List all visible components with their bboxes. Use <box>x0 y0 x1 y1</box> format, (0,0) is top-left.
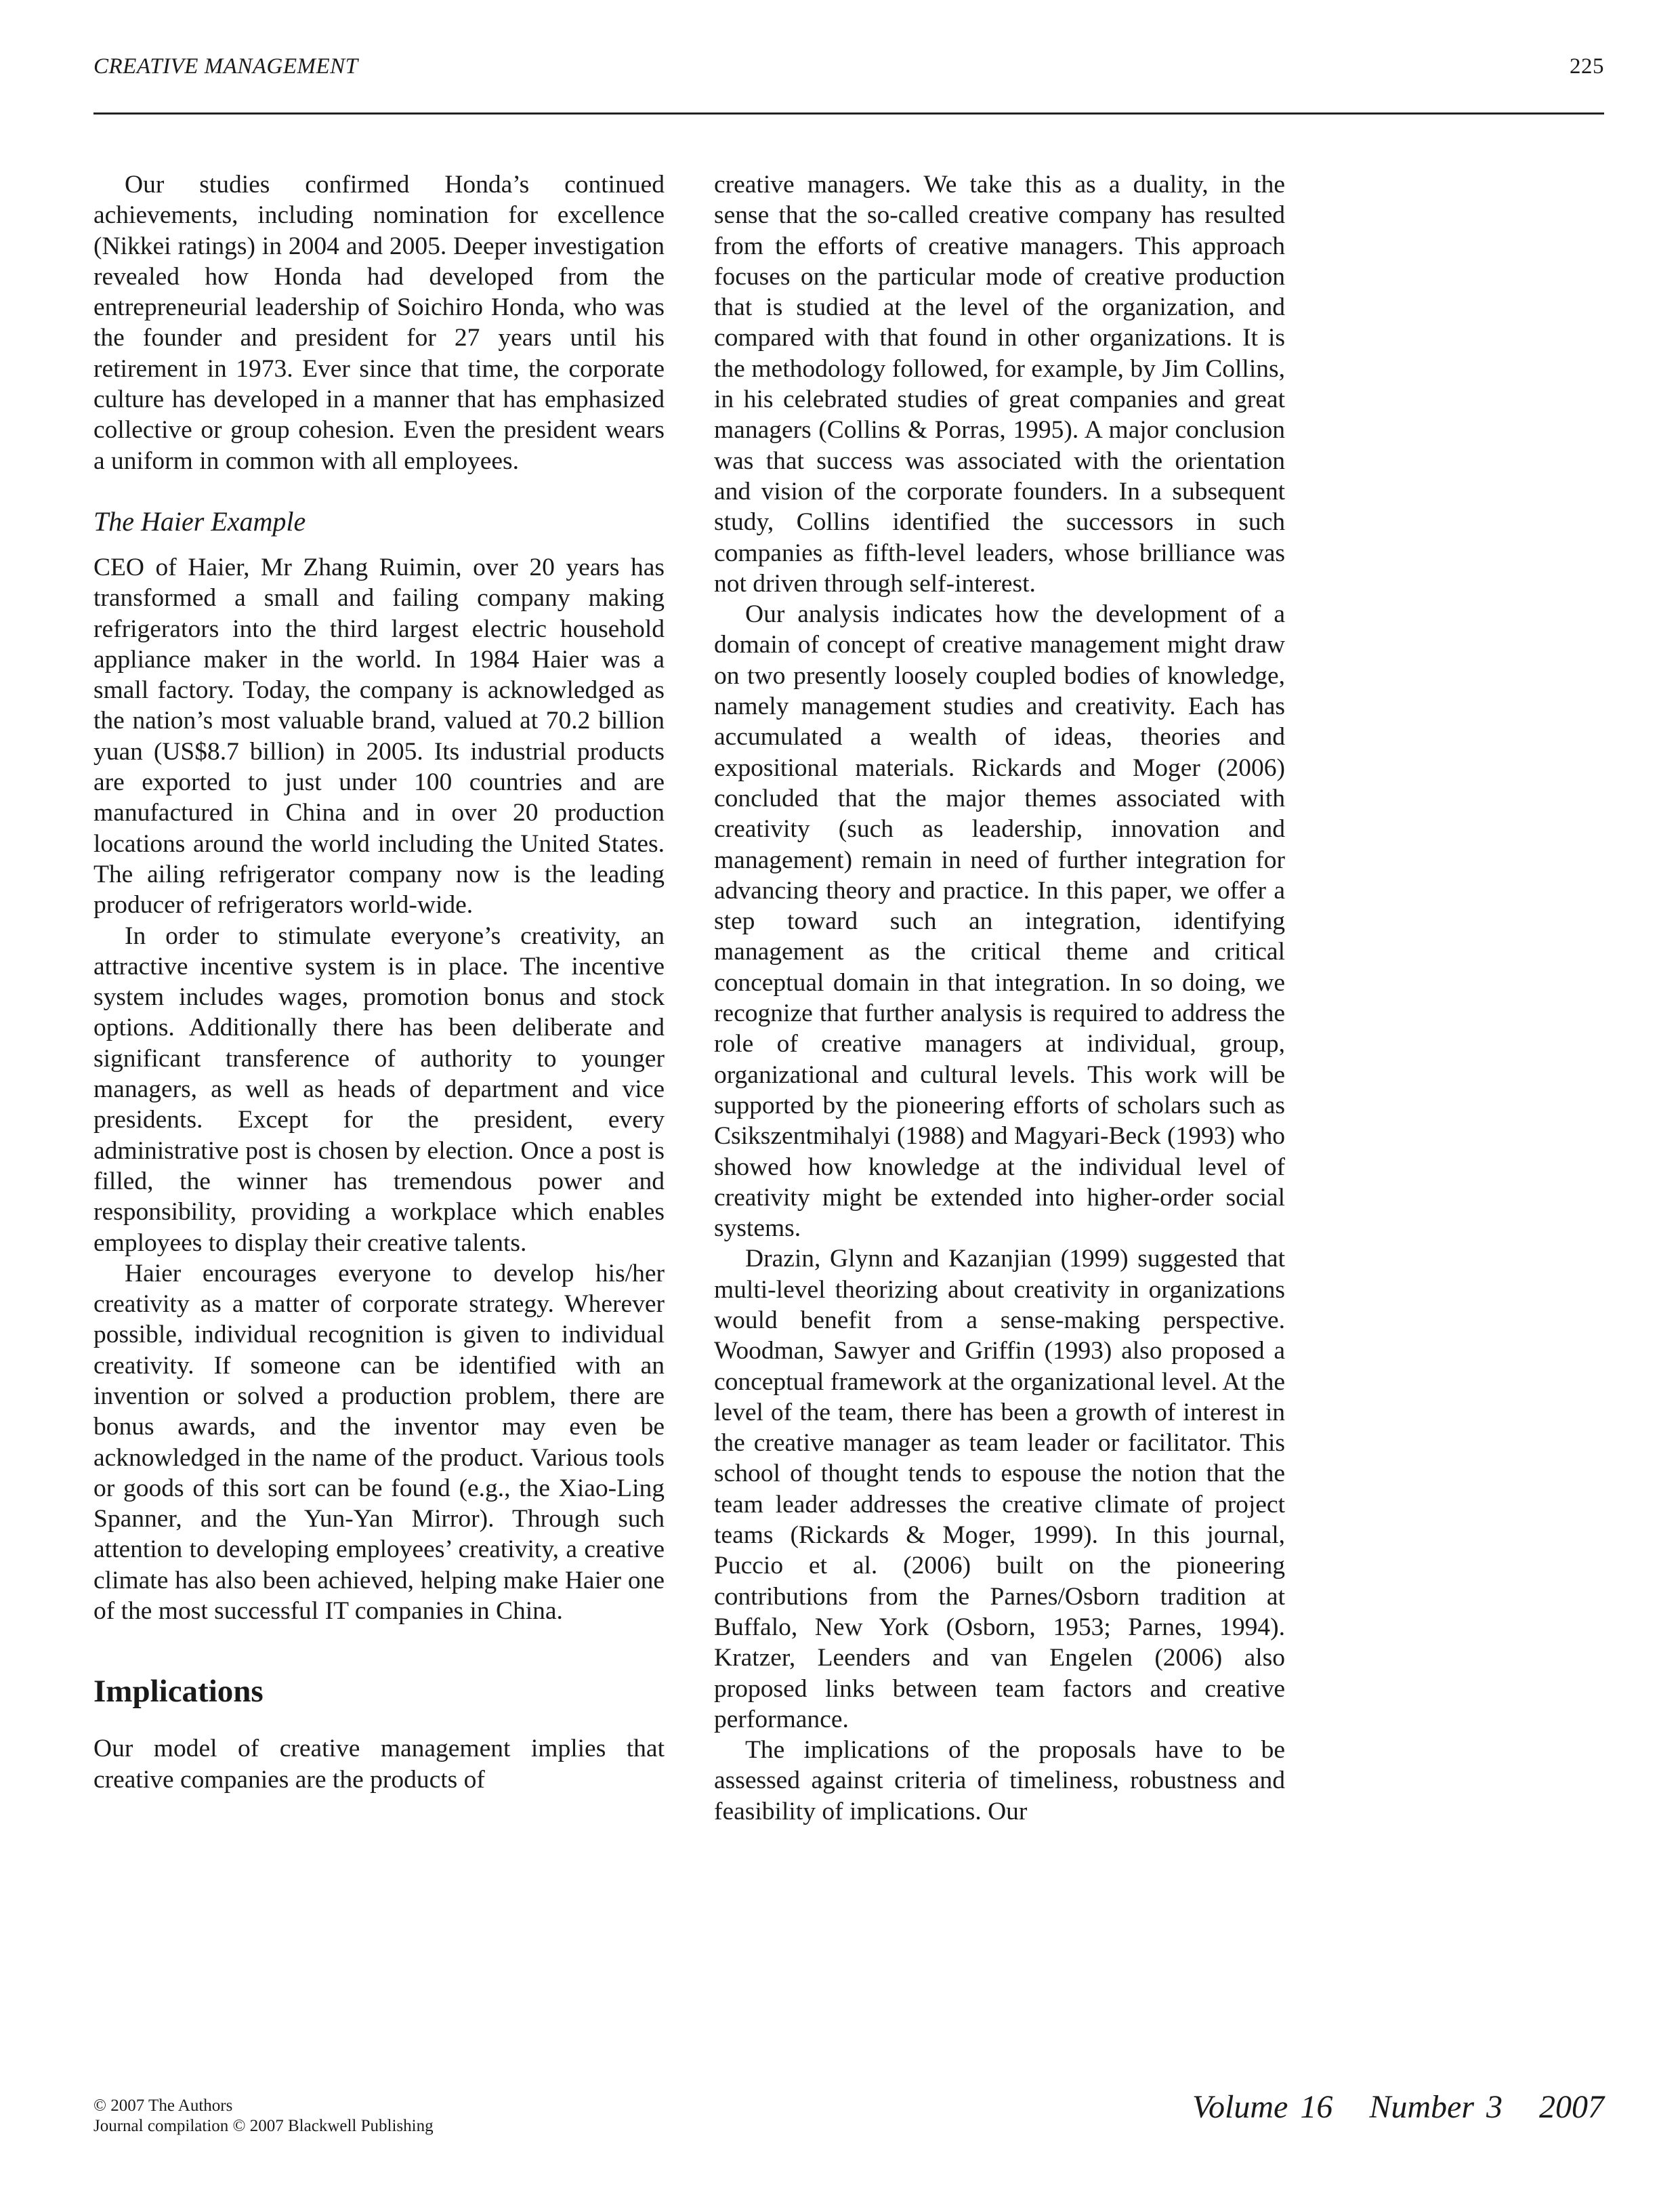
body-paragraph: The implications of the proposals have to be assessed against criteria of timeliness, robustness and feasibility of implications. Our <box>714 1736 1285 1825</box>
body-paragraph: CEO of Haier, Mr Zhang Ruimin, over 20 years has transformed a small and failing company making refrigerators into the third largest electric household appliance maker in the world. In 1984 Haier was a small factory. Today, the company is acknowledged as the nation’s most valuable brand, valued at 70.2 billion yuan (US$8.7 billion) in 2005. Its industrial products are exported to just under 100 countries and are manufactured in China and in over 20 production locations around the world including the United States. The ailing refrigerator company now is the leading producer of refrigerators world-wide. <box>93 553 665 920</box>
volume-label: Volume 16 <box>1192 2089 1333 2125</box>
page-number: 225 <box>1570 54 1604 79</box>
copyright-line: © 2007 The Authors <box>93 2097 233 2115</box>
journal-issue-info <box>1192 2088 1604 2126</box>
body-paragraph: creative managers. We take this as a duality, in the sense that the so-called creative company has resulted from the efforts of creative managers. This approach focuses on the particular mode of creative production that is studied at the level of the organization, and compared with that found in other organizations. It is the methodology followed, for example, by Jim Collins, in his celebrated studies of great companies and great managers (Collins & Porras, 1995). A major conclusion was that success was associated with the orientation and vision of the corporate founders. In a subsequent study, Collins identified the successors in such companies as fifth-level leaders, whose brilliance was not driven through self-interest. <box>714 171 1285 598</box>
number-label: Number 3 <box>1369 2089 1503 2125</box>
right-column <box>714 169 1285 2094</box>
left-column <box>93 169 665 2094</box>
header-rule <box>93 112 1604 115</box>
body-paragraph: Drazin, Glynn and Kazanjian (1999) suggested that multi-level theorizing about creativity in organizations would benefit from a sense-making perspective. Woodman, Sawyer and Griffin (1993) also proposed a conceptual framework at the organizational level. At the level of the team, there has been a growth of interest in the creative manager as team leader or facilitator. This school of thought tends to espouse the notion that the team leader addresses the creative climate of project teams (Rickards & Moger, 1999). In this journal, Puccio et al. (2006) built on the pioneering contributions from the Parnes/Osborn tradition at Buffalo, New York (Osborn, 1953; Parnes, 1994). Kratzer, Leenders and van Engelen (2006) also proposed links between team factors and creative performance. <box>714 1245 1285 1733</box>
copyright-notice <box>93 2096 434 2136</box>
body-paragraph: Our studies confirmed Honda’s continued achievements, including nomination for excellence (Nikkei ratings) in 2004 and 2005. Deeper investigation revealed how Honda had developed from the entrepreneurial leadership of Soichiro Honda, who was the founder and president for 27 years until his retirement in 1973. Ever since that time, the corporate culture has developed in a manner that has emphasized collective or group cohesion. Even the president wears a uniform in common with all employees. <box>93 171 665 475</box>
body-paragraph: In order to stimulate everyone’s creativity, an attractive incentive system is in place. The incentive system includes wages, promotion bonus and stock options. Additionally there has been deliberate and significant transference of authority to younger managers, as well as heads of department and vice presidents. Except for the president, every administrative post is chosen by election. Once a post is filled, the winner has tremendous power and responsibility, providing a workplace which enables employees to display their creative talents. <box>93 922 665 1257</box>
copyright-line: Journal compilation © 2007 Blackwell Publishing <box>93 2117 434 2135</box>
section-heading: Implications <box>93 1674 264 1710</box>
year-label: 2007 <box>1539 2089 1604 2125</box>
running-header <box>93 54 1604 89</box>
running-title: CREATIVE MANAGEMENT <box>93 54 358 79</box>
body-paragraph: Our model of creative management implies that creative companies are the products of <box>93 1735 665 1794</box>
body-paragraph: Our analysis indicates how the development of a domain of concept of creative management might draw on two presently loosely coupled bodies of knowledge, namely management studies and creativity. Each has accumulated a wealth of ideas, theories and expositional materials. Rickards and Moger (2006) concluded that the major themes associated with creativity (such as leadership, innovation and management) remain in need of further integration for advancing theory and practice. In this paper, we offer a step toward such an integration, identifying management as the critical theme and critical conceptual domain in that integration. In so doing, we recognize that further analysis is required to address the role of creative managers at individual, group, organizational and cultural levels. This work will be supported by the pioneering efforts of scholars such as Csikszentmihalyi (1988) and Magyari-Beck (1993) who showed how knowledge at the individual level of creativity might be extended into higher-order social systems. <box>714 600 1285 1243</box>
subsection-heading: The Haier Example <box>93 505 306 537</box>
body-paragraph: Haier encourages everyone to develop his/her creativity as a matter of corporate strategy. Wherever possible, individual recognition is given to individual creativity. If someone can be identified with an invention or solved a production problem, there are bonus awards, and the inventor may even be acknowledged in the name of the product. Various tools or goods of this sort can be found (e.g., the Xiao-Ling Spanner, and the Yun-Yan Mirror). Through such attention to developing employees’ creativity, a creative climate has also been achieved, helping make Haier one of the most successful IT companies in China. <box>93 1259 665 1626</box>
